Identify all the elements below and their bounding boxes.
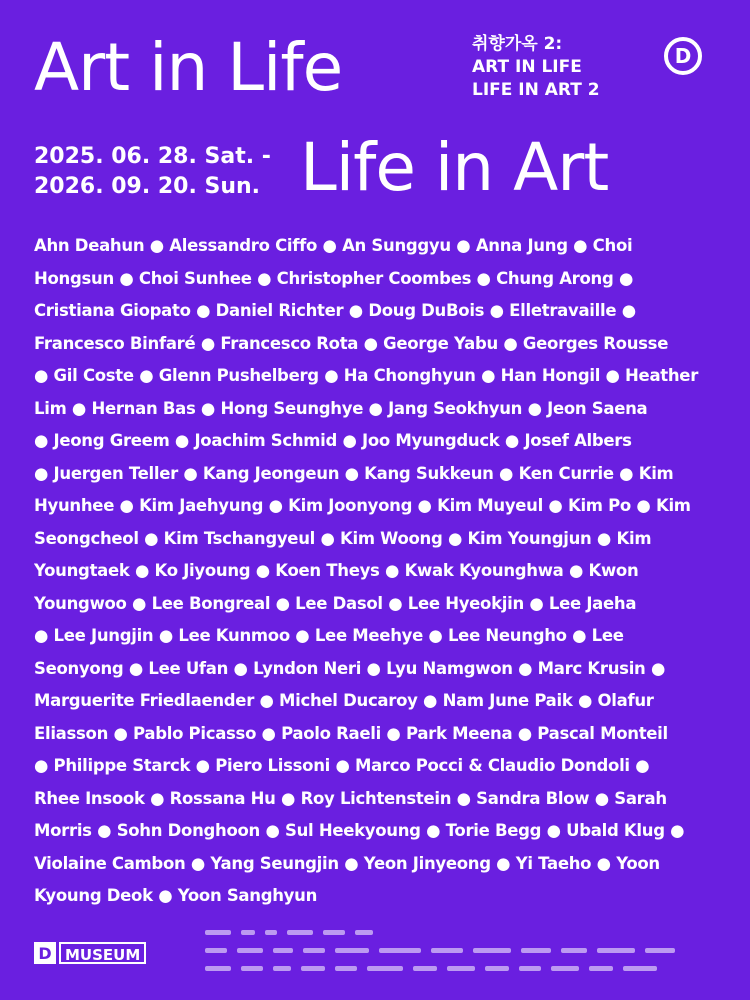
artist-line: Cristiana Giopato ● Daniel Richter ● Doug DuBois ● Elletravaille ● [34, 301, 636, 320]
sponsor-logo [205, 930, 231, 935]
sponsor-row [205, 943, 725, 957]
sponsor-logo [335, 966, 357, 971]
sponsor-logo [367, 966, 403, 971]
exhibition-dates [34, 142, 271, 202]
sponsor-logo [485, 966, 509, 971]
sponsor-logo [645, 948, 675, 953]
sponsor-logo [431, 948, 463, 953]
artist-line: Seonyong ● Lee Ufan ● Lyndon Neri ● Lyu Namgwon ● Marc Krusin ● [34, 658, 666, 678]
sponsor-logo [589, 966, 613, 971]
subtitle-line-1: ART IN LIFE [472, 57, 582, 77]
artist-line: ● Gil Coste ● Glenn Pushelberg ● Ha Chonghyun ● Han Hongil ● Heather [34, 366, 699, 385]
d-museum-logo [34, 940, 146, 966]
d-circle-logo-icon [664, 37, 702, 75]
sponsor-logo [205, 948, 227, 953]
artist-line: Hyunhee ● Kim Jaehyung ● Kim Joonyong ● Kim Muyeul ● Kim Po ● Kim [34, 496, 691, 515]
sponsor-logo [301, 966, 325, 971]
artist-line: Youngwoo ● Lee Bongreal ● Lee Dasol ● Lee Hyeokjin ● Lee Jaeha [34, 593, 637, 613]
sponsor-logo [355, 930, 373, 935]
artist-line: Rhee Insook ● Rossana Hu ● Roy Lichtenstein ● Sandra Blow ● Sarah [34, 788, 667, 808]
sponsor-logo [237, 948, 263, 953]
artist-line: ● Jeong Greem ● Joachim Schmid ● Joo Myungduck ● Josef Albers [34, 431, 632, 450]
artist-line: Youngtaek ● Ko Jiyoung ● Koen Theys ● Kwak Kyounghwa ● Kwon [34, 561, 639, 580]
subtitle-block [472, 33, 600, 102]
artist-line: Seongcheol ● Kim Tschangyeul ● Kim Woong ● Kim Youngjun ● Kim [34, 528, 652, 548]
artist-line: Francesco Binfaré ● Francesco Rota ● George Yabu ● Georges Rousse [34, 333, 669, 353]
artist-line: Morris ● Sohn Donghoon ● Sul Heekyoung ● Torie Begg ● Ubald Klug ● [34, 821, 685, 840]
sponsor-logos [205, 925, 725, 979]
artist-line: Kyoung Deok ● Yoon Sanghyun [34, 886, 318, 905]
artist-line: ● Lee Jungjin ● Lee Kunmoo ● Lee Meehye ● Lee Neungho ● Lee [34, 626, 624, 645]
sponsor-logo [597, 948, 635, 953]
sponsor-logo [241, 966, 263, 971]
logo-letter: D [674, 44, 692, 68]
sponsor-logo [413, 966, 437, 971]
sponsor-logo [521, 948, 551, 953]
artist-line: Lim ● Hernan Bas ● Hong Seunghye ● Jang Seokhyun ● Jeon Saena [34, 398, 648, 418]
sponsor-logo [273, 966, 291, 971]
artist-line: Ahn Deahun ● Alessandro Ciffo ● An Sunggyu ● Anna Jung ● Choi [34, 236, 633, 255]
sponsor-logo [623, 966, 657, 971]
sponsor-row [205, 925, 725, 939]
sponsor-logo [335, 948, 369, 953]
sponsor-logo [561, 948, 587, 953]
date-end: 2026. 09. 20. Sun. [34, 174, 261, 199]
museum-logo-name: MUSEUM [59, 942, 146, 964]
title-life-in-art: Life in Art [300, 129, 609, 206]
artist-list [34, 230, 718, 913]
title-art-in-life: Art in Life [34, 29, 343, 106]
date-start: 2025. 06. 28. Sat. - [34, 144, 271, 169]
artist-line: Hongsun ● Choi Sunhee ● Christopher Coombes ● Chung Arong ● [34, 268, 634, 288]
artist-line: Violaine Cambon ● Yang Seungjin ● Yeon Jinyeong ● Yi Taeho ● Yoon [34, 853, 660, 873]
sponsor-logo [473, 948, 511, 953]
sponsor-logo [265, 930, 277, 935]
artist-line: Eliasson ● Pablo Picasso ● Paolo Raeli ● Park Meena ● Pascal Monteil [34, 723, 668, 743]
sponsor-logo [241, 930, 255, 935]
sponsor-logo [287, 930, 313, 935]
sponsor-logo [273, 948, 293, 953]
sponsor-logo [303, 948, 325, 953]
sponsor-logo [323, 930, 345, 935]
sponsor-logo [519, 966, 541, 971]
subtitle-line-2: LIFE IN ART 2 [472, 80, 600, 100]
sponsor-logo [447, 966, 475, 971]
sponsor-logo [205, 966, 231, 971]
sponsor-logo [551, 966, 579, 971]
artist-line: ● Juergen Teller ● Kang Jeongeun ● Kang Sukkeun ● Ken Currie ● Kim [34, 463, 674, 483]
artist-line: Marguerite Friedlaender ● Michel Ducaroy ● Nam June Paik ● Olafur [34, 691, 654, 710]
subtitle-korean: 취향가옥 2: [472, 34, 563, 54]
sponsor-row [205, 961, 725, 975]
museum-logo-d: D [34, 942, 56, 964]
artist-line: ● Philippe Starck ● Piero Lissoni ● Marco Pocci & Claudio Dondoli ● [34, 756, 650, 775]
sponsor-logo [379, 948, 421, 953]
